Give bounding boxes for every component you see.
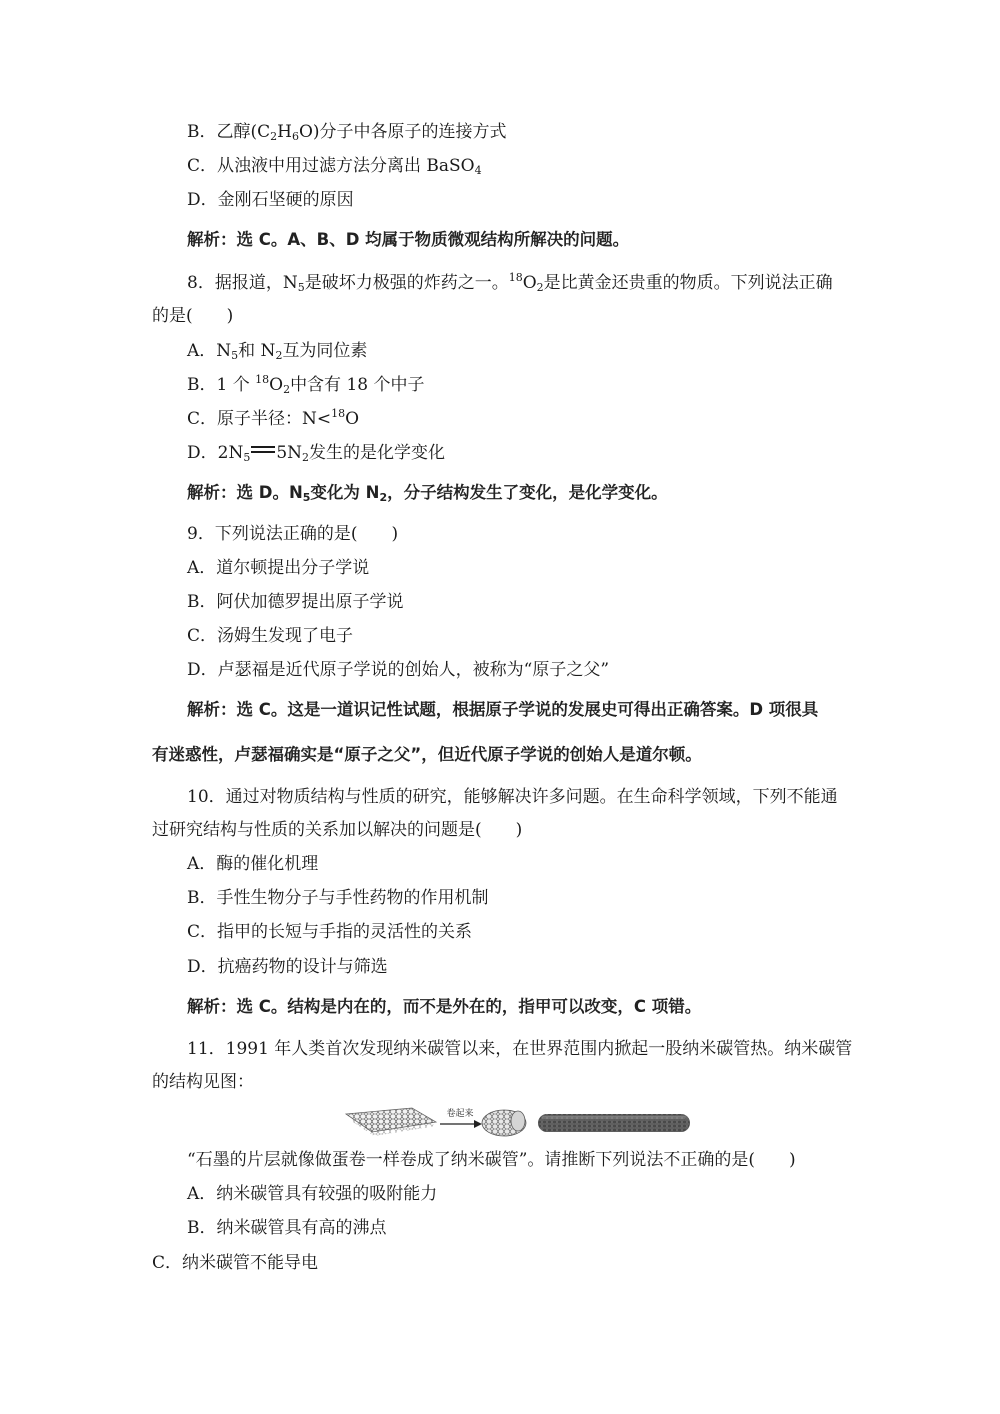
graphite-sheet-icon (346, 1108, 436, 1136)
rolled-sheet-icon (482, 1110, 526, 1136)
q8-answer: 解析：选 D。$N_5$变化为 $N_2$，分子结构发生了变化，是化学变化。 (187, 483, 668, 504)
q9-option-a: A．道尔顿提出分子学说 (187, 558, 370, 578)
q9-option-b: B．阿伏加德罗提出原子学说 (187, 592, 404, 612)
q11-stem-line3: “石墨的片层就像做蛋卷一样卷成了纳米碳管”。请推断下列说法不正确的是( ) (187, 1150, 796, 1170)
q11-option-a: A．纳米碳管具有较强的吸附能力 (187, 1184, 438, 1204)
q10-answer: 解析：选 C。结构是内在的，而不是外在的，指甲可以改变，C 项错。 (187, 997, 702, 1016)
q11-stem-line2: 的结构见图： (152, 1072, 254, 1092)
q7-option-d: D．金刚石坚硬的原因 (187, 190, 354, 210)
q7-option-c: C．从浊液中用过滤方法分离出 BaSO$_4$ (187, 156, 482, 177)
q7-answer: 解析：选 C。A、B、D 均属于物质微观结构所解决的问题。 (187, 230, 630, 249)
q11-option-b: B．纳米碳管具有高的沸点 (187, 1218, 387, 1238)
q8-option-a: A．$N_5$和 $N_2$互为同位素 (187, 341, 368, 362)
q10-option-d: D．抗癌药物的设计与筛选 (187, 957, 388, 977)
q8-stem-line1: 8．据报道，$N_5$是破坏力极强的炸药之一。$^{18}O_2$是比黄金还贵重的物质。下列说法正确 (187, 271, 833, 294)
q8-option-b: B．1 个 $^{18}O_2$中含有 18 个中子 (187, 373, 425, 396)
q8-option-c: C．原子半径：N<$^{18}$O (187, 407, 360, 429)
q10-option-a: A．酶的催化机理 (187, 854, 319, 874)
q9-answer-line1: 解析：选 C。这是一道识记性试题，根据原子学说的发展史可得出正确答案。D 项很具 (187, 700, 819, 719)
arrow-icon (440, 1120, 482, 1128)
q11-stem-line1: 11．1991 年人类首次发现纳米碳管以来，在世界范围内掀起一股纳米碳管热。纳米碳管 (187, 1039, 853, 1059)
q9-stem: 9．下列说法正确的是( ) (187, 524, 399, 544)
q10-option-b: B．手性生物分子与手性药物的作用机制 (187, 888, 489, 908)
figure-label: 卷起来 (446, 1109, 474, 1119)
nanotube-figure (342, 1104, 694, 1138)
q9-answer-line2: 有迷惑性，卢瑟福确实是“原子之父”，但近代原子学说的创始人是道尔顿。 (152, 745, 702, 764)
q9-option-d: D．卢瑟福是近代原子学说的创始人，被称为“原子之父” (187, 660, 610, 680)
equals-sign-icon (250, 445, 276, 455)
q11-option-c: C．纳米碳管不能导电 (152, 1253, 319, 1273)
q10-stem-line2: 过研究结构与性质的关系加以解决的问题是( ) (152, 820, 523, 840)
q9-option-c: C．汤姆生发现了电子 (187, 626, 354, 646)
q8-option-d: D．$2N_5$ $5N_2$发生的是化学变化 (187, 443, 446, 464)
q8-stem-line2: 的是( ) (152, 306, 234, 326)
q7-option-b: B．乙醇$(C_2H_6O)$分子中各原子的连接方式 (187, 122, 507, 143)
q10-stem-line1: 10．通过对物质结构与性质的研究，能够解决许多问题。在生命科学领域，下列不能通 (187, 787, 838, 807)
q10-option-c: C．指甲的长短与手指的灵活性的关系 (187, 922, 473, 942)
nanotube-icon (538, 1114, 690, 1132)
